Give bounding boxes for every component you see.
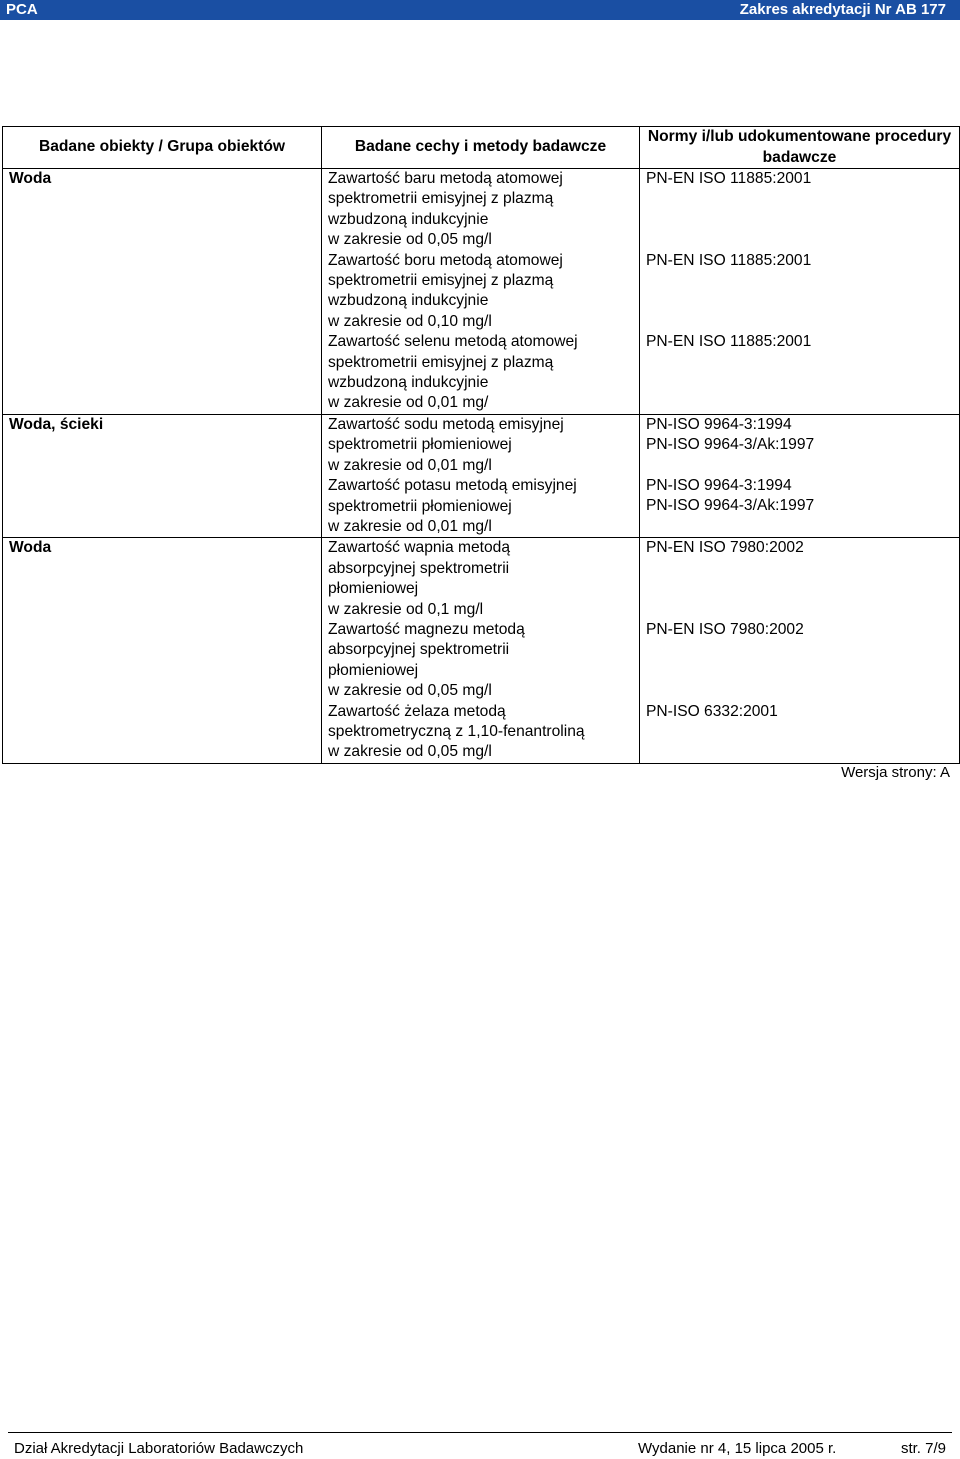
table-header-row (3, 127, 960, 169)
accreditation-scope-table (2, 126, 960, 764)
method-text: Zawartość żelaza metodą spektrometryczną z 1,10-fenantroliną w zakresie od 0,05 mg/l (328, 702, 585, 761)
header-org: PCA (6, 1, 38, 18)
method-text: Zawartość boru metodą atomowej spektrometrii emisyjnej z plazmą wzbudzoną indukcyjnie w zakresie od 0,10 mg/l (328, 251, 563, 330)
column-header-norms: Normy i/lub udokumentowane procedury badawcze (640, 127, 960, 169)
norm-text: PN-EN ISO 11885:2001 (646, 251, 812, 269)
norm-cell (640, 538, 960, 763)
norm-text: PN-ISO 6332:2001 (646, 702, 778, 720)
table-row (3, 414, 960, 537)
norm-cell (640, 169, 960, 415)
norm-text: PN-EN ISO 11885:2001 (646, 333, 812, 351)
norm-text: PN-EN ISO 7980:2002 (646, 539, 804, 557)
method-text: Zawartość potasu metodą emisyjnej spektrometrii płomieniowej w zakresie od 0,01 mg/l (328, 477, 577, 535)
page-version-label: Wersja strony: A (841, 764, 950, 781)
norm-text: PN-EN ISO 11885:2001 (646, 170, 812, 187)
footer-department: Dział Akredytacji Laboratoriów Badawczych (14, 1440, 304, 1457)
footer-divider (8, 1432, 952, 1433)
footer-edition: Wydanie nr 4, 15 lipca 2005 r. (638, 1440, 837, 1457)
norm-cell (640, 414, 960, 537)
norm-text: PN-EN ISO 7980:2002 (646, 620, 804, 638)
method-cell (322, 414, 640, 537)
method-cell (322, 169, 640, 415)
method-cell (322, 538, 640, 763)
method-text: Zawartość sodu metodą emisyjnej spektrometrii płomieniowej w zakresie od 0,01 mg/l (328, 415, 564, 474)
object-group-cell: Woda (3, 538, 322, 763)
column-header-objects: Badane obiekty / Grupa obiektów (3, 127, 322, 169)
object-group-cell: Woda, ścieki (3, 414, 322, 537)
norm-text: PN-ISO 9964-3:1994 PN-ISO 9964-3/Ak:1997 (646, 477, 815, 515)
norm-text: PN-ISO 9964-3:1994 PN-ISO 9964-3/Ak:1997 (646, 415, 815, 454)
footer-page-number: str. 7/9 (900, 1440, 946, 1457)
method-text: Zawartość magnezu metodą absorpcyjnej spektrometrii płomieniowej w zakresie od 0,05 mg/l (328, 620, 525, 700)
header-document-title: Zakres akredytacji Nr AB 177 (739, 1, 946, 18)
table-row (3, 538, 960, 763)
method-text: Zawartość selenu metodą atomowej spektrometrii emisyjnej z plazmą wzbudzoną indukcyjnie w zakresie od 0,01 mg/ (328, 333, 578, 412)
table-row (3, 169, 960, 415)
method-text: Zawartość baru metodą atomowej spektrometrii emisyjnej z plazmą wzbudzoną indukcyjnie w zakresie od 0,05 mg/l (328, 170, 563, 249)
method-text: Zawartość wapnia metodą absorpcyjnej spektrometrii płomieniowej w zakresie od 0,1 mg/l (328, 539, 511, 618)
page-header-bar (0, 0, 960, 20)
object-group-cell: Woda (3, 169, 322, 415)
column-header-methods: Badane cechy i metody badawcze (322, 127, 640, 169)
